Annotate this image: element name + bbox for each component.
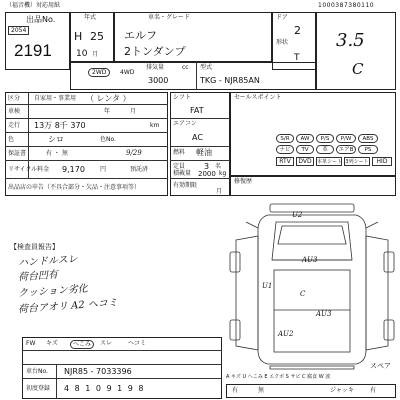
remark-line: クッション劣化	[17, 283, 89, 300]
aircon-label: エアコン	[173, 120, 197, 127]
doors-label: ドア	[276, 14, 288, 21]
damage-legend: A キズ U へこみ E エクボ S サビ C 腐食 W 波	[226, 374, 331, 380]
history-label: 修復歴	[234, 178, 253, 185]
option-dvd: DVD	[296, 157, 314, 166]
divider	[170, 146, 230, 147]
model-value: TKG - NJR85AN	[200, 76, 260, 85]
option-sr: S/R	[276, 134, 294, 143]
option-navi: ナビ	[276, 145, 294, 154]
left-table	[5, 92, 168, 196]
divider	[5, 104, 168, 105]
divider	[5, 160, 168, 161]
category-sub: 自家用・事業用	[34, 95, 77, 102]
divider	[5, 146, 168, 147]
option-tv: TV	[296, 145, 314, 154]
doors-value: 2	[294, 24, 301, 37]
remarks-label: 【検査員報告】	[10, 243, 59, 251]
vehicle-name: エルフ	[124, 29, 157, 42]
option-ps: P/S	[316, 134, 334, 143]
equip-label: 有	[370, 387, 377, 394]
remark-line: 荷台凹有	[17, 269, 59, 284]
divider	[170, 160, 230, 161]
fuel-label: 燃料	[173, 149, 186, 156]
cond-label: スレ	[100, 340, 113, 347]
diagram-mark: U2	[292, 211, 303, 219]
load-label: 積載量	[173, 170, 192, 177]
lot-number: 2191	[14, 41, 52, 60]
year-value: 25	[90, 30, 104, 43]
fuel-value: 軽油	[196, 148, 212, 157]
chassis-value: NJR85 - 7033396	[64, 367, 132, 376]
mileage-value: 13万 8千 370	[34, 121, 86, 130]
first-reg-label: 初度登録	[26, 385, 51, 392]
inspection-year-unit: 年	[104, 108, 111, 115]
interior-score: C	[352, 60, 364, 78]
serial-number: 1000387380110	[318, 2, 375, 9]
category-value: （ レンタ ）	[86, 94, 131, 103]
option-leather: 革	[316, 145, 334, 154]
footnote: 出品店の申告（不具合部分・欠品・注意事項等）	[8, 184, 141, 191]
divider	[56, 364, 57, 399]
first-reg-value: 4 8 1 0 9 1 9 8	[64, 384, 146, 393]
history-box	[230, 176, 396, 196]
recycle-value: 9,170	[62, 165, 85, 174]
jack-label: ジャッキ	[330, 387, 354, 394]
cond-label: ヘコミ	[128, 340, 147, 347]
chassis-label: 車台No.	[26, 368, 48, 375]
capacity-unit: 名	[215, 163, 222, 170]
color-value: シロ	[48, 135, 64, 144]
diagram-mark: C	[300, 290, 306, 298]
inspection-label: 車検	[8, 108, 21, 115]
cond-label: キズ	[46, 340, 58, 347]
warranty-label: 保証書	[8, 150, 27, 157]
score-value: 3.5	[336, 30, 365, 51]
year-era: H	[74, 30, 83, 43]
month-unit: 月	[92, 51, 99, 58]
recycle-label: リサイクル料金	[8, 166, 50, 173]
aircon-value: AC	[192, 133, 203, 142]
cond-label: へこみ	[70, 340, 94, 349]
score-box	[316, 12, 396, 90]
divider	[170, 118, 230, 119]
name-label: 車名・グレード	[148, 14, 191, 21]
color-no-label: 色No.	[100, 136, 116, 143]
recycle-unit: 円	[100, 166, 107, 173]
diagram-mark: AU2	[278, 330, 294, 338]
option-abs: ABS	[358, 134, 378, 143]
load-value: 2000	[198, 170, 216, 178]
recycle-note: 預託済	[130, 166, 149, 173]
model-label: 型式	[200, 64, 213, 71]
diagram-mark: AU3	[316, 310, 332, 318]
displacement-value: 3000	[148, 76, 169, 85]
warranty-options: 有 ・ 無	[46, 150, 68, 157]
diagram-mark: AU3	[302, 256, 318, 264]
month-value: 10	[76, 49, 88, 59]
vehicle-grade: 2トンダンプ	[124, 45, 186, 58]
displacement-label: 排気量	[146, 64, 165, 71]
mileage-unit: km	[150, 122, 160, 129]
divider	[170, 178, 230, 179]
remark-line: 荷台アオリ A2 ヘコミ	[17, 297, 119, 316]
option-aw: AW	[296, 134, 314, 143]
option-3row-seat: 3列シート	[345, 159, 369, 165]
car-condition-diagram	[228, 200, 396, 370]
remark-line: ハンドルスレ	[17, 253, 79, 270]
option-hid: HID	[372, 157, 392, 166]
divider	[22, 378, 222, 379]
option-leather-seat: 本革シート	[317, 159, 343, 165]
shift-label: シフト	[173, 94, 192, 101]
capacity-value: 3	[204, 162, 210, 171]
lot-label: 出品No.	[26, 15, 56, 24]
load-unit: kg	[219, 170, 227, 177]
divider	[5, 118, 168, 119]
fw-label: FW	[26, 340, 36, 347]
expiry-label: 有効期限	[173, 182, 198, 189]
displacement-unit: cc	[182, 64, 189, 71]
form-top-text: （福音機）対応用紙	[6, 2, 61, 9]
divider	[22, 350, 222, 351]
option-pw: P/W	[336, 134, 356, 143]
drive-2wd: 2WD	[88, 68, 110, 77]
equip-label: 無	[258, 387, 265, 394]
spare-label: スペア	[370, 362, 391, 370]
option-rtv: RTV	[276, 157, 294, 166]
body-type: T	[294, 53, 300, 63]
expiry-unit: 月	[216, 188, 223, 195]
color-label: 色	[8, 136, 15, 143]
year-label: 年式	[84, 14, 97, 21]
lot-stamp: 2054	[8, 26, 29, 35]
sales-point-label: セールスポイント	[234, 94, 282, 101]
divider	[5, 178, 168, 179]
note-right: 9/29	[126, 149, 142, 157]
diagram-mark: U1	[262, 282, 273, 290]
category-label: 区分	[8, 95, 21, 102]
divider	[22, 364, 222, 365]
inspection-month-unit: 月	[130, 108, 137, 115]
option-airbag: エアB	[336, 145, 356, 154]
divider	[5, 132, 168, 133]
divider	[196, 62, 197, 90]
mileage-label: 走行	[8, 122, 21, 129]
shift-value: FAT	[190, 106, 204, 115]
body-label: 形状	[276, 39, 289, 46]
option-ps2: PS	[358, 145, 378, 154]
capacity-label: 定員	[173, 163, 186, 170]
drive-4wd: 4WD	[120, 69, 135, 76]
equip-label: 有	[232, 387, 239, 394]
